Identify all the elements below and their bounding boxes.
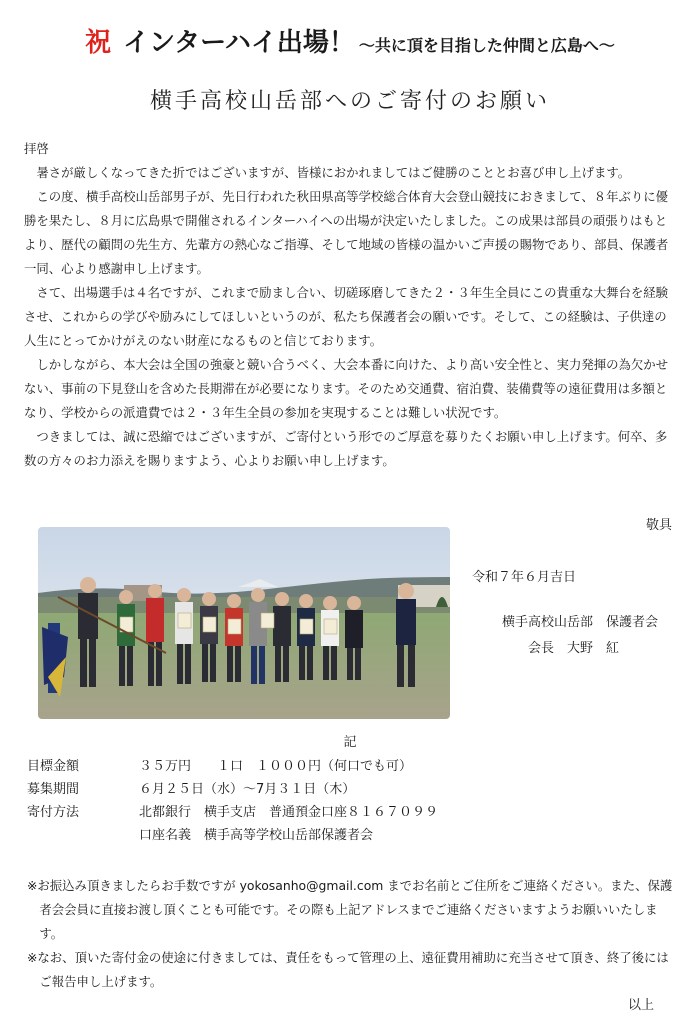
sender-organization: 横手高校山岳部 保護者会: [502, 615, 659, 630]
sender-date: 令和７年６月吉日: [472, 570, 577, 585]
sender-president: 会長 大野 紅: [528, 641, 620, 656]
header: [0, 22, 700, 59]
detail-value: ３５万円 １口 １０００円（何口でも可）: [139, 759, 413, 774]
detail-label: 寄付方法: [27, 805, 80, 820]
letter-body: [24, 137, 678, 473]
tagline: ～共に頂を目指した仲間と広島へ～: [358, 36, 615, 55]
paragraph-costs: しかしながら、本大会は全国の強豪と競い合うべく、大会本番に向けた、より高い安全性と、実力発揮の為欠かせない、事前の下見登山を含めた長期滞在が必要になります。そのため交通費、宿泊費、装備費等の遠征費用は多額となり、学校からの派遣費では２・３年生全員の参加を実現することは難しい状況です。: [24, 357, 669, 420]
note-contact: ※お振込み頂きましたらお手数ですが yokosanho@gmail.com までお名前とご住所をご連絡ください。また、保護者会会員に直接お渡し頂くことも可能です。その際も上記アドレスまでご連絡くださいますようお願いいたします。: [27, 878, 673, 941]
detail-label: 募集期間: [27, 782, 80, 797]
salutation: 拝啓: [24, 141, 49, 156]
paragraph-request: つきましては、誠に恐縮ではございますが、ご寄付という形でのご厚意を募りたくお願い申し上げます。何卒、多数の方々のお力添えを賜りますよう、心よりお願い申し上げます。: [24, 429, 668, 468]
detail-label: [27, 824, 139, 847]
detail-value: 口座名義 横手高等学校山岳部保護者会: [139, 828, 374, 843]
closing-word: 敬具: [645, 518, 672, 533]
donation-details: [27, 755, 438, 847]
celebrate-mark: 祝: [85, 28, 112, 58]
paragraph-announcement: この度、横手高校山岳部男子が、先日行われた秋田県高等学校総合体育大会登山競技におきまして、８年ぶりに優勝を果たし、８月に広島県で開催されるインターハイへの出場が決定いたしました。この成果は部員の頑張りはもとより、歴代の顧問の先生方、先輩方の熱心なご指導、そして地域の皆様の温かいご声援の賜物であり、部員、保護者一同、心より感謝申し上げます。: [24, 189, 669, 276]
paragraph-wish: さて、出場選手は４名ですが、これまで励まし合い、切磋琢磨してきた２・３年生全員にこの貴重な大舞台を経験させ、これからの学びや励みにしてほしいというのが、私たち保護者会の願いです。そして、この経験は、子供達の人生にとってかけがえのない財産になるものと信じております。: [24, 285, 669, 348]
detail-value: 北都銀行 横手支店 普通預金口座８１６７０９９: [139, 805, 439, 820]
document-title: 横手高校山岳部へのご寄付のお願い: [149, 89, 550, 114]
detail-row-target: [27, 755, 438, 778]
paragraph-greeting: 暑さが厳しくなってきた折ではございますが、皆様におかれましてはご健勝のこととお喜び申し上げます。: [36, 165, 631, 180]
detail-label: 目標金額: [27, 759, 80, 774]
footer-notes: [27, 874, 677, 994]
note-usage: ※なお、頂いた寄付金の使途に付きましては、責任をもって管理の上、遠征費用補助に充当させて頂き、終了後にはご報告申し上げます。: [27, 950, 669, 989]
detail-row-account-name: [27, 824, 438, 847]
headline: インターハイ出場！: [123, 28, 355, 58]
detail-value: ６月２５日（水）～7月３１日（木）: [139, 782, 356, 797]
detail-row-period: [27, 778, 438, 801]
notes-heading: 記: [343, 735, 357, 750]
detail-row-method: [27, 801, 438, 824]
team-photo: [38, 527, 450, 719]
end-mark: 以上: [627, 998, 654, 1013]
